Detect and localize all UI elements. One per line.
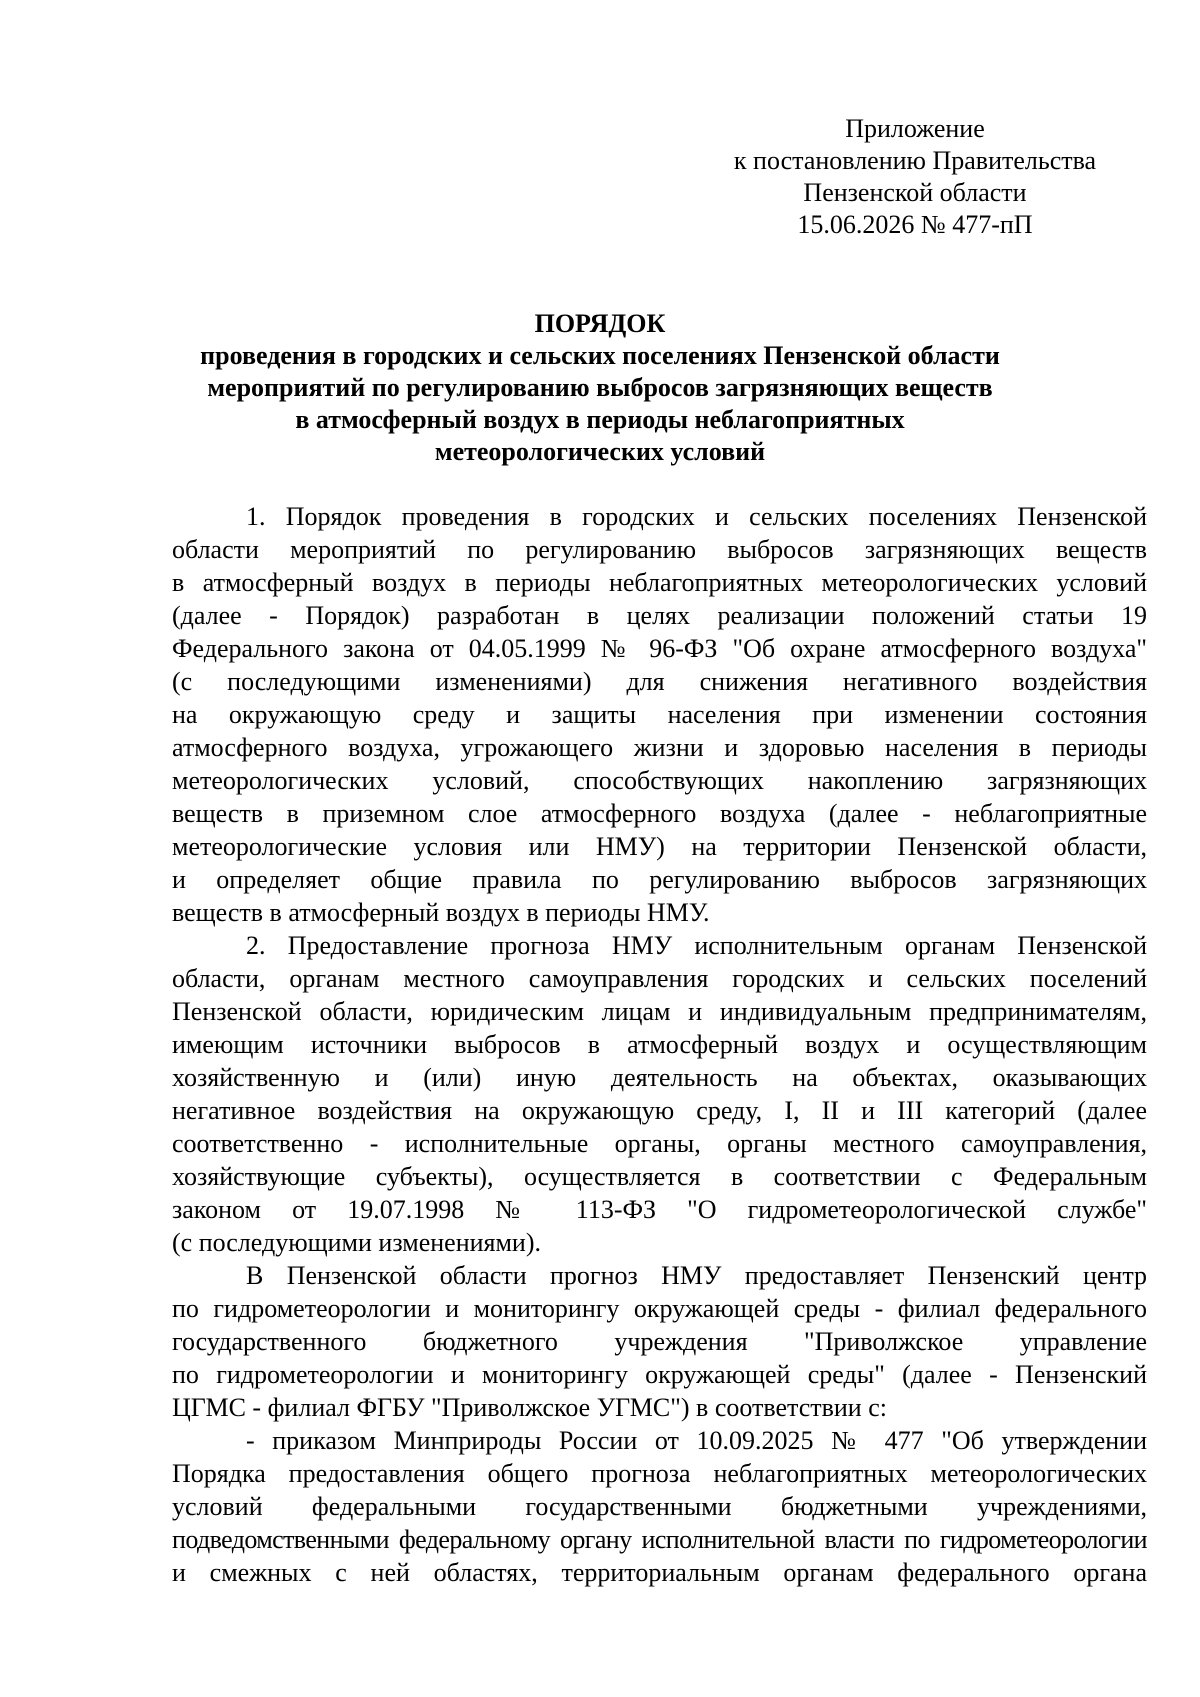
appendix-region: Пензенской области bbox=[803, 178, 1027, 207]
title-line: мероприятий по регулированию выбросов загрязняющих веществ bbox=[207, 373, 993, 402]
list-item-line: и смежных с ней областях, территориальным органам федерального органа bbox=[172, 1558, 1147, 1587]
paragraph-2-line: Пензенской области, юридическим лицам и индивидуальным предпринимателям, bbox=[172, 997, 1147, 1026]
paragraph-1-line: и определяет общие правила по регулированию выбросов загрязняющих bbox=[172, 865, 1147, 894]
paragraph-3-line: В Пензенской области прогноз НМУ предоставляет Пензенский центр bbox=[246, 1261, 1147, 1290]
paragraph-2-line: 2. Предоставление прогноза НМУ исполнительным органам Пензенской bbox=[246, 931, 1147, 960]
paragraph-1-line: (далее - Порядок) разработан в целях реализации положений статьи 19 bbox=[172, 601, 1147, 630]
paragraph-1-line: области мероприятий по регулированию выбросов загрязняющих веществ bbox=[172, 535, 1147, 564]
list-item-line: подведомственными федеральному органу исполнительной власти по гидрометеорологии bbox=[172, 1525, 1147, 1554]
paragraph-2-line: негативное воздействия на окружающую среду, I, II и III категорий (далее bbox=[172, 1096, 1147, 1125]
paragraph-1-line: в атмосферный воздух в периоды неблагоприятных метеорологических условий bbox=[172, 568, 1147, 597]
paragraph-3-line: по гидрометеорологии и мониторингу окружающей среды" (далее - Пензенский bbox=[172, 1360, 1147, 1389]
appendix-decree-reference: к постановлению Правительства bbox=[733, 146, 1097, 175]
paragraph-1-line: 1. Порядок проведения в городских и сельских поселениях Пензенской bbox=[246, 502, 1147, 531]
paragraph-1-line: Федерального закона от 04.05.1999 № 96-ФЗ "Об охране атмосферного воздуха" bbox=[172, 634, 1147, 663]
paragraph-2-line: законом от 19.07.1998 № 113-ФЗ "О гидрометеорологической службе" bbox=[172, 1195, 1147, 1224]
paragraph-1-line: метеорологические условия или НМУ) на территории Пензенской области, bbox=[172, 832, 1147, 861]
paragraph-2-line: соответственно - исполнительные органы, органы местного самоуправления, bbox=[172, 1129, 1147, 1158]
paragraph-1-line: веществ в атмосферный воздух в периоды НМУ. bbox=[172, 898, 710, 927]
list-item-line: Порядка предоставления общего прогноза неблагоприятных метеорологических bbox=[172, 1459, 1147, 1488]
document-body bbox=[172, 500, 1147, 1589]
appendix-date-number: 15.06.2026 № 477-пП bbox=[797, 210, 1033, 239]
paragraph-2-line: области, органам местного самоуправления городских и сельских поселений bbox=[172, 964, 1147, 993]
paragraph-3-line: ЦГМС - филиал ФГБУ "Приволжское УГМС") в соответствии с: bbox=[172, 1393, 887, 1422]
title-line: в атмосферный воздух в периоды неблагоприятных bbox=[295, 405, 905, 434]
paragraph-2-line: хозяйственную и (или) иную деятельность на объектах, оказывающих bbox=[172, 1063, 1147, 1092]
paragraph-1-line: (с последующими изменениями) для снижения негативного воздействия bbox=[172, 667, 1147, 696]
paragraph-2-line: имеющим источники выбросов в атмосферный воздух и осуществляющим bbox=[172, 1030, 1147, 1059]
appendix-label: Приложение bbox=[845, 114, 985, 143]
paragraph-1-line: на окружающую среду и защиты населения при изменении состояния bbox=[172, 700, 1147, 729]
paragraph-2-line: (с последующими изменениями). bbox=[172, 1228, 542, 1257]
document-title bbox=[150, 308, 1050, 468]
paragraph-1-line: метеорологических условий, способствующих накоплению загрязняющих bbox=[172, 766, 1147, 795]
list-item-line: условий федеральными государственными бюджетными учреждениями, bbox=[172, 1492, 1147, 1521]
paragraph-2-line: хозяйствующие субъекты), осуществляется в соответствии с Федеральным bbox=[172, 1162, 1147, 1191]
title-heading: ПОРЯДОК bbox=[534, 309, 666, 338]
title-line: проведения в городских и сельских поселениях Пензенской области bbox=[200, 341, 1000, 370]
paragraph-3-line: по гидрометеорологии и мониторингу окружающей среды - филиал федерального bbox=[172, 1294, 1147, 1323]
appendix-header bbox=[705, 113, 1125, 241]
paragraph-1-line: веществ в приземном слое атмосферного воздуха (далее - неблагоприятные bbox=[172, 799, 1147, 828]
list-item-line: - приказом Минприроды России от 10.09.2025 № 477 "Об утверждении bbox=[246, 1426, 1147, 1455]
paragraph-3-line: государственного бюджетного учреждения "Приволжское управление bbox=[172, 1327, 1147, 1356]
paragraph-1-line: атмосферного воздуха, угрожающего жизни и здоровью населения в периоды bbox=[172, 733, 1147, 762]
title-line: метеорологических условий bbox=[434, 437, 766, 466]
